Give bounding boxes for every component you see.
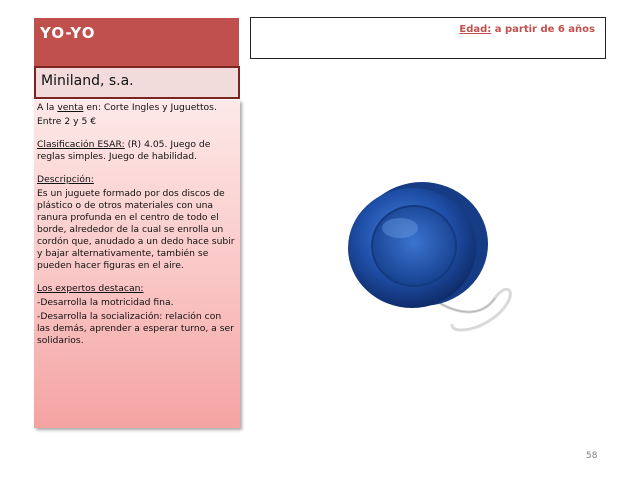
expert-point: -Desarrolla la socialización: relación con las demás, aprender a esperar turno, a ser solidarios.: [37, 311, 234, 346]
page-number: 58: [586, 451, 598, 461]
info-panel: [34, 100, 240, 428]
age-value: a partir de 6 años: [494, 24, 595, 35]
age-text: [459, 24, 595, 35]
expert-point: -Desarrolla la motricidad fina.: [37, 297, 174, 308]
classification: [37, 139, 237, 163]
description-text: Es un juguete formado por dos discos de plástico o de otros materiales con una ranura profunda en el centro de todo el borde, alrededor de la cual se enrolla un cordón que, anudado a un dedo hace subir y bajar alternativamente, también se pueden hacer figuras en el aire.: [37, 188, 235, 271]
sale-prefix: A la: [37, 102, 58, 113]
maker-box: [34, 66, 240, 99]
age-label: Edad:: [459, 24, 492, 35]
slide-title-text: YO-YO: [40, 24, 96, 42]
maker-name: Miniland, s.a.: [41, 73, 134, 89]
yoyo-image: [330, 180, 540, 350]
sale-label: venta: [57, 102, 84, 113]
classification-label: Clasificación ESAR:: [37, 139, 125, 150]
description-label: Descripción:: [37, 174, 94, 185]
price-info: Entre 2 y 5 €: [37, 116, 97, 127]
sale-info: [37, 102, 237, 114]
sale-suffix: en: Corte Ingles y Juguettos.: [83, 102, 217, 113]
age-box: [250, 17, 606, 59]
classification-value: (R) 4.05. Juego de reglas simples. Juego de habilidad.: [37, 139, 211, 162]
slide-title: [34, 18, 239, 66]
experts-label: Los expertos destacan:: [37, 283, 144, 294]
